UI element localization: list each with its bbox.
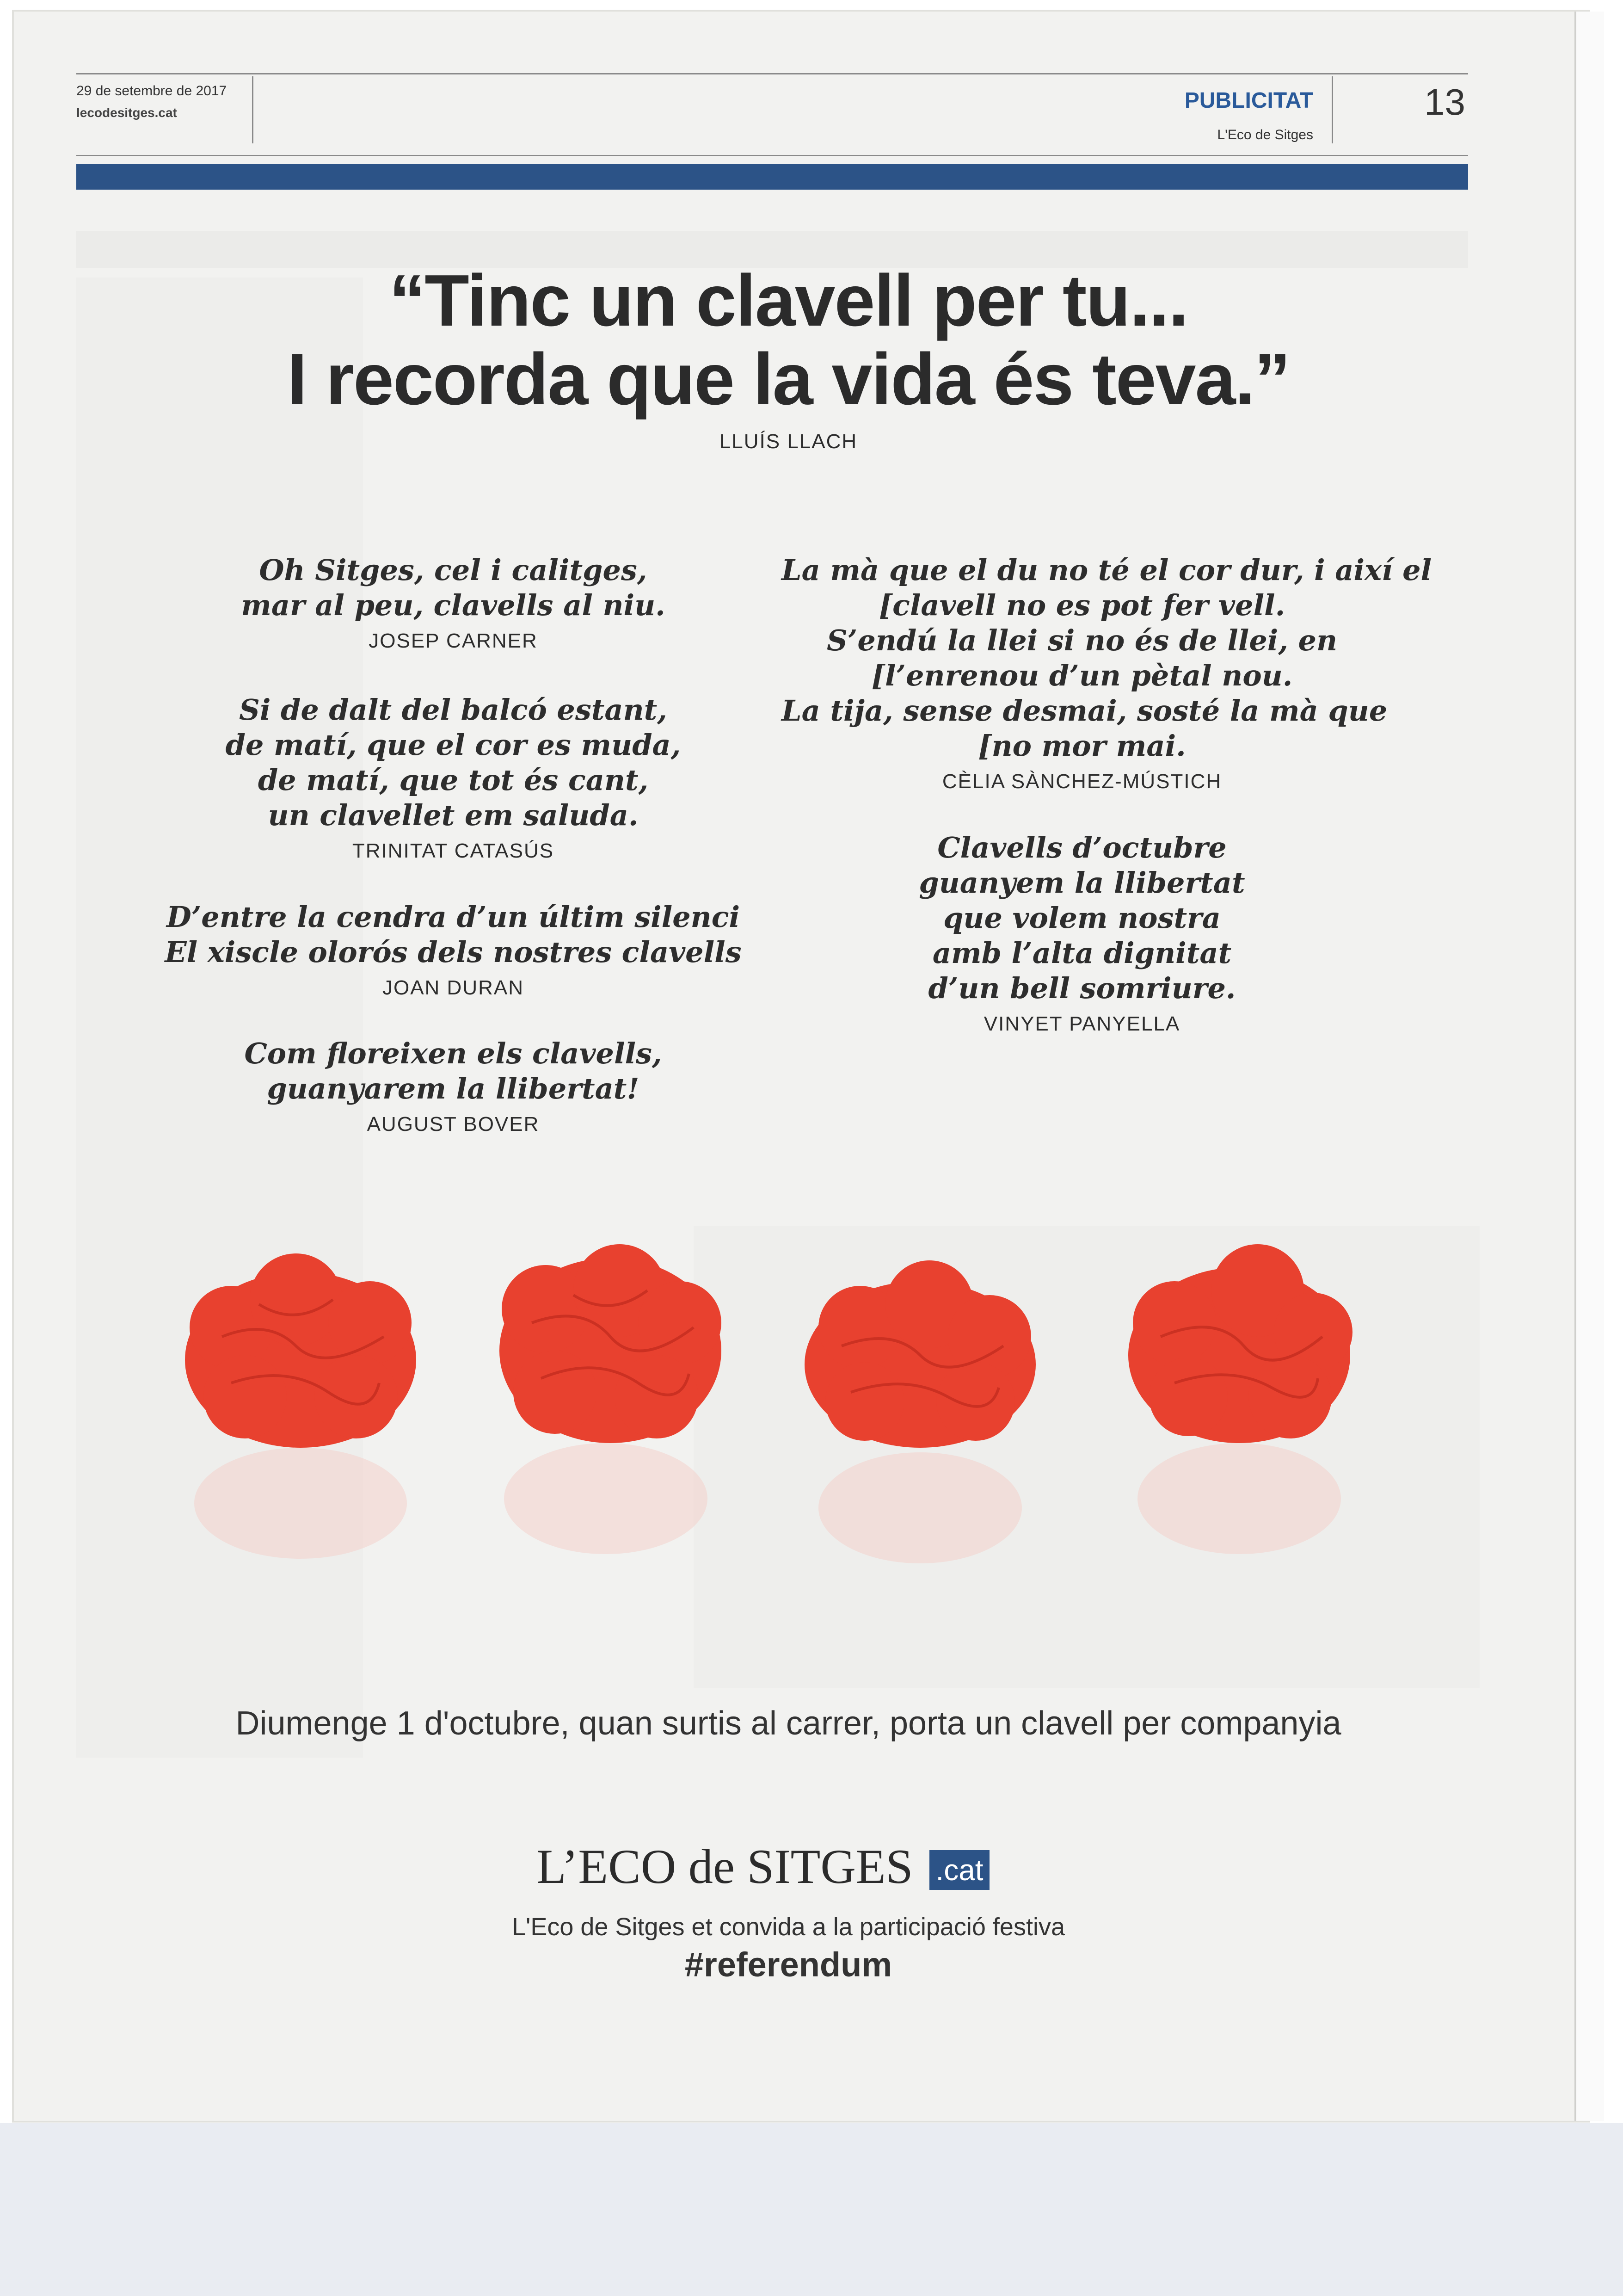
header-rule-top <box>76 73 1468 74</box>
poem-josep-carner <box>153 553 754 653</box>
poem-line: guanyarem la llibertat! <box>267 1072 639 1105</box>
poem-trinitat-catasus <box>153 692 754 863</box>
poem-line: [clavell no es pot fer vell. <box>879 588 1285 622</box>
poem-line: amb l’alta dignitat <box>932 936 1232 970</box>
carnation-image-1 <box>176 1244 435 1577</box>
poem-august-bover <box>153 1036 754 1136</box>
page-number: 13 <box>1424 81 1465 123</box>
logo-domain-badge: .cat <box>929 1850 990 1890</box>
poem-line: [no mor mai. <box>978 729 1186 763</box>
issue-date: 29 de setembre de 2017 <box>76 83 227 99</box>
poem-line: mar al peu, clavells al niu. <box>241 588 665 622</box>
header-blue-bar <box>76 164 1468 190</box>
poem-line: guanyem la llibertat <box>919 866 1245 900</box>
headline-line-2: I recorda que la vida és teva.” <box>287 339 1290 420</box>
scan-background <box>0 2123 1623 2296</box>
poem-line: Oh Sitges, cel i calitges, <box>259 553 647 587</box>
headline-line-1: “Tinc un clavell per tu... <box>389 260 1188 341</box>
header-divider-right <box>1332 76 1333 143</box>
header-divider-left <box>252 76 253 143</box>
poem-vinyet-panyella <box>781 830 1383 1036</box>
poem-line: La mà que el du no té el cor dur, i així el <box>781 553 1432 587</box>
poem-line: [l’enrenou d’un pètal nou. <box>871 659 1293 692</box>
poem-line: D’entre la cendra d’un últim silenci <box>166 900 740 934</box>
carnation-image-3 <box>791 1258 1050 1582</box>
page-edge <box>1574 12 1604 2121</box>
poem-author: CÈLIA SÀNCHEZ-MÚSTICH <box>942 770 1222 793</box>
poem-line: Com floreixen els clavells, <box>244 1037 662 1070</box>
hashtag: #referendum <box>684 1945 892 1984</box>
campaign-slogan: Diumenge 1 d'octubre, quan surtis al carrer, porta un clavell per companyia <box>235 1705 1341 1742</box>
headline-author: LLUÍS LLACH <box>719 430 858 453</box>
poem-celia-sanchez-mustich <box>781 553 1432 793</box>
newspaper-logo: L’ECO de SITGES <box>536 1839 913 1894</box>
poem-line: El xiscle olorós dels nostres clavells <box>165 935 742 969</box>
carnation-image-2 <box>481 1240 740 1573</box>
poem-author: JOSEP CARNER <box>369 630 538 652</box>
site-url: lecodesitges.cat <box>76 105 177 120</box>
poem-line: S’endú la llei si no és de llei, en <box>826 623 1338 657</box>
poem-line: d’un bell somriure. <box>928 971 1236 1005</box>
poem-line: de matí, que el cor es muda, <box>225 728 681 762</box>
carnation-image-4 <box>1110 1230 1369 1573</box>
poem-author: VINYET PANYELLA <box>984 1012 1180 1035</box>
poem-line: que volem nostra <box>943 901 1221 935</box>
poem-joan-duran <box>153 900 754 1000</box>
poem-line: Clavells d’octubre <box>937 831 1227 864</box>
poem-line: un clavellet em saluda. <box>268 798 639 832</box>
header-rule-bottom <box>76 155 1468 156</box>
poem-author: JOAN DURAN <box>382 976 524 999</box>
section-label: PUBLICITAT <box>1184 88 1313 113</box>
poem-line: Si de dalt del balcó estant, <box>239 693 667 727</box>
poem-line: La tija, sense desmai, sosté la mà que <box>781 694 1388 728</box>
poem-author: TRINITAT CATASÚS <box>352 839 554 862</box>
poem-line: de matí, que tot és cant, <box>258 763 649 797</box>
paper-name: L'Eco de Sitges <box>1217 127 1313 142</box>
poem-author: AUGUST BOVER <box>367 1113 540 1136</box>
invitation-text: L'Eco de Sitges et convida a la participació festiva <box>512 1913 1065 1941</box>
